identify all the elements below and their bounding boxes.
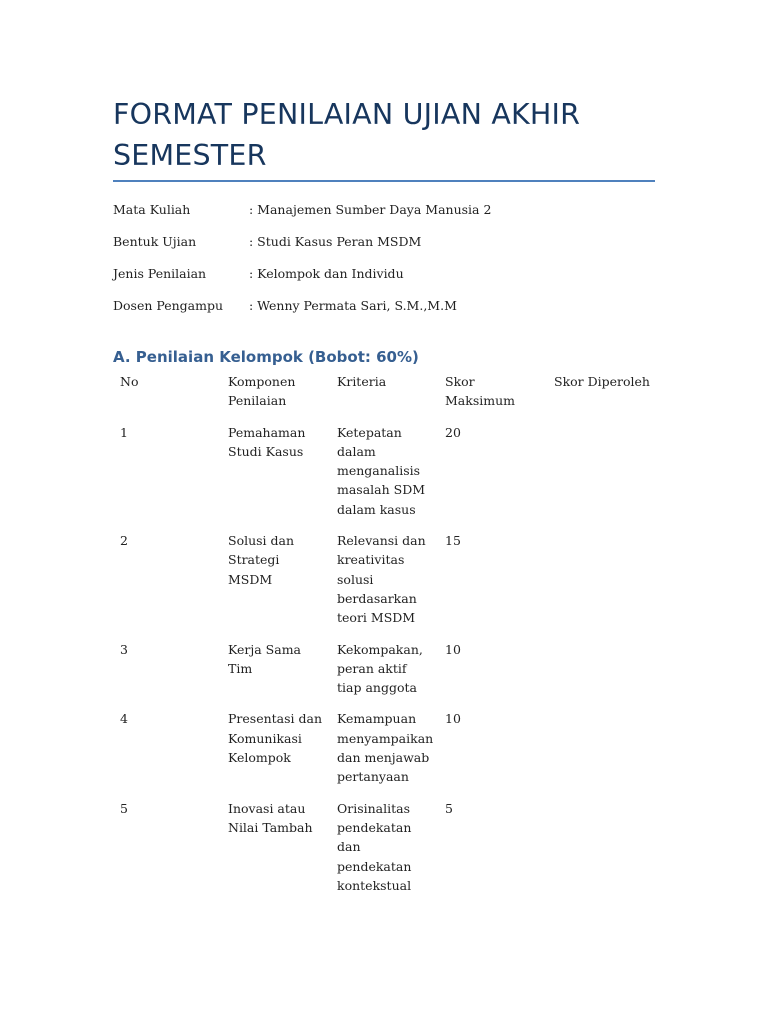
cell-skor-maksimum: 10 xyxy=(445,711,461,727)
title-divider xyxy=(113,180,655,182)
info-row-bentuk-ujian xyxy=(113,233,673,265)
cell-no: 2 xyxy=(120,533,128,549)
table-row xyxy=(113,423,658,531)
cell-skor-diperoleh xyxy=(547,640,658,710)
table-header-row xyxy=(113,371,658,423)
cell-kriteria: Relevansi dan kreativitas solusi berdasarkan teori MSDM xyxy=(337,533,426,626)
column-header-kriteria: Kriteria xyxy=(337,374,387,389)
cell-kriteria: Orisinalitas pendekatan dan pendekatan kontekstual xyxy=(337,800,412,893)
cell-skor-maksimum: 5 xyxy=(445,800,453,816)
column-header-skor-maksimum: Skor Maksimum xyxy=(445,374,515,409)
info-row-dosen-pengampu xyxy=(113,297,673,329)
info-label: Dosen Pengampu xyxy=(113,298,224,313)
cell-komponen: Solusi dan Strategi MSDM xyxy=(228,533,295,587)
course-info xyxy=(113,201,673,329)
table-row xyxy=(113,799,658,907)
cell-no: 4 xyxy=(120,711,128,727)
cell-komponen: Pemahaman Studi Kasus xyxy=(228,424,306,459)
info-row-mata-kuliah xyxy=(113,201,673,233)
cell-skor-diperoleh xyxy=(547,709,658,798)
info-value: : Kelompok dan Individu xyxy=(249,266,404,281)
page-title: FORMAT PENILAIAN UJIAN AKHIR SEMESTER xyxy=(113,98,581,172)
table-row xyxy=(113,640,658,710)
cell-no: 3 xyxy=(120,641,128,657)
info-value: : Manajemen Sumber Daya Manusia 2 xyxy=(249,202,492,217)
cell-skor-diperoleh xyxy=(547,423,658,531)
info-value: : Studi Kasus Peran MSDM xyxy=(249,234,422,249)
cell-skor-diperoleh xyxy=(547,799,658,907)
group-grading-table xyxy=(113,371,658,907)
cell-skor-maksimum: 20 xyxy=(445,424,461,440)
cell-kriteria: Kemampuan menyampaikan dan menjawab pertanyaan xyxy=(337,711,434,785)
cell-no: 5 xyxy=(120,800,128,816)
info-row-jenis-penilaian xyxy=(113,265,673,297)
cell-no: 1 xyxy=(120,424,128,440)
info-label: Bentuk Ujian xyxy=(113,234,197,249)
cell-skor-maksimum: 10 xyxy=(445,641,461,657)
cell-komponen: Presentasi dan Komunikasi Kelompok xyxy=(228,711,323,766)
column-header-skor-diperoleh: Skor Diperoleh xyxy=(554,374,650,389)
info-value: : Wenny Permata Sari, S.M.,M.M xyxy=(249,298,457,313)
cell-skor-diperoleh xyxy=(547,531,658,639)
section-heading-group-assessment: A. Penilaian Kelompok (Bobot: 60%) xyxy=(113,348,419,366)
column-header-no: No xyxy=(120,374,139,389)
info-label: Mata Kuliah xyxy=(113,202,191,217)
cell-skor-maksimum: 15 xyxy=(445,533,461,549)
table-row xyxy=(113,709,658,798)
table-row xyxy=(113,531,658,639)
cell-komponen: Inovasi atau Nilai Tambah xyxy=(228,800,313,835)
cell-komponen: Kerja Sama Tim xyxy=(228,641,301,676)
cell-kriteria: Kekompakan, peran aktif tiap anggota xyxy=(337,641,423,696)
cell-kriteria: Ketepatan dalam menganalisis masalah SDM dalam kasus xyxy=(337,424,426,517)
info-label: Jenis Penilaian xyxy=(113,266,207,281)
column-header-komponen: Komponen Penilaian xyxy=(228,374,296,409)
